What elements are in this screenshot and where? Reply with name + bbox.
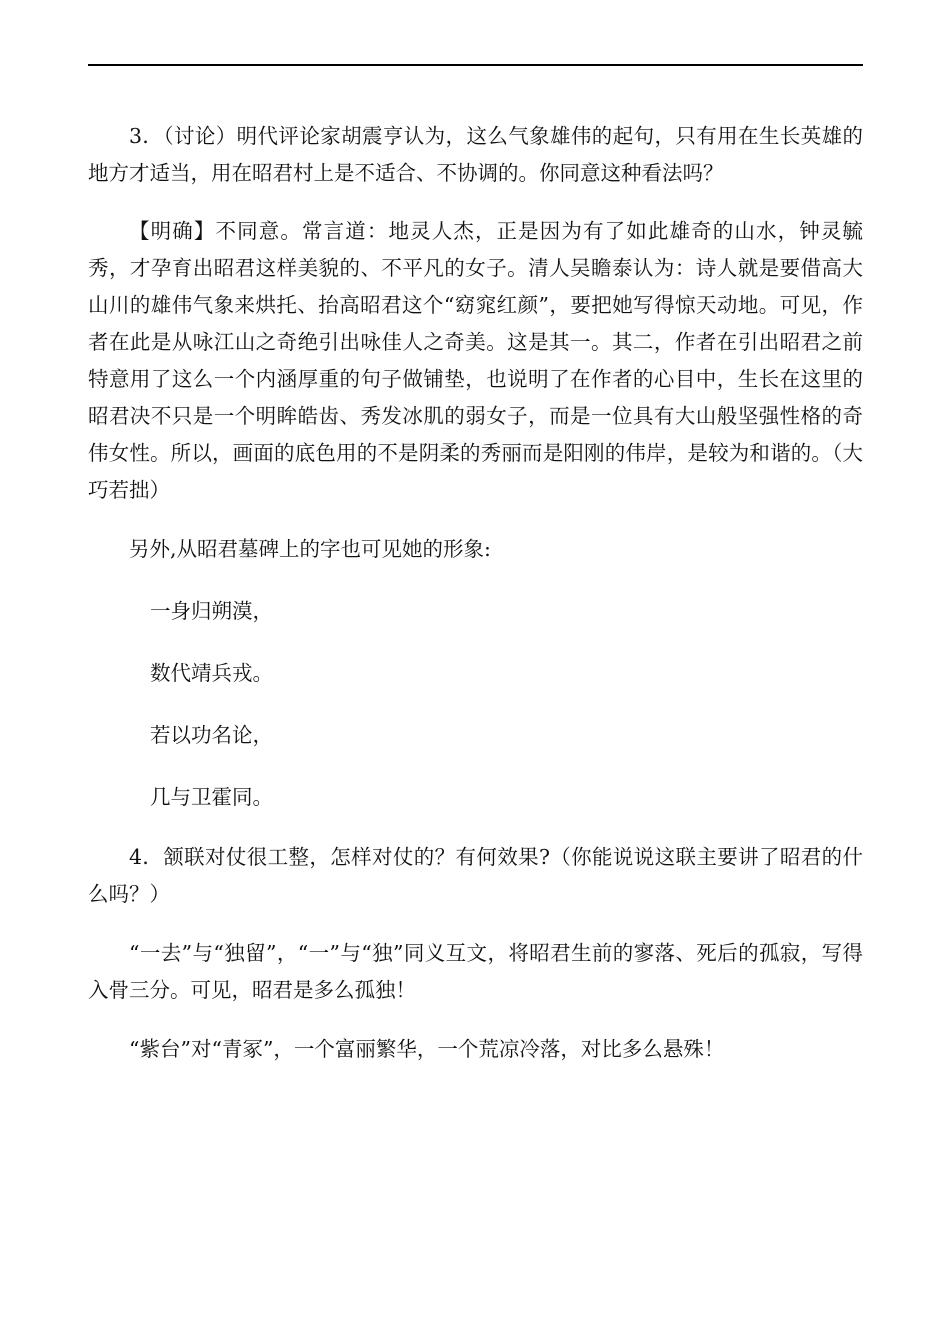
epitaph-line-2: 数代靖兵戎。 bbox=[150, 661, 273, 685]
answer-paragraph: 【明确】不同意。常言道：地灵人杰，正是因为有了如此雄奇的山水，钟灵毓秀，才孕育出昭君这样美貌的、不平凡的女子。清人吴瞻泰认为：诗人就是要借高大山川的雄伟气象来烘托、抬高昭君这个“窈窕红颜”，要把她写得惊天动地。可见，作者在此是从咏江山之奇绝引出咏佳人之奇美。这是其一。其二，作者在引出昭君之前特意用了这么一个内涵厚重的句子做铺垫，也说明了在作者的心目中，生长在这里的昭君决不只是一个明眸皓齿、秀发冰肌的弱女子，而是一位具有大山般坚强性格的奇伟女性。所以，画面的底色用的不是阴柔的秀丽而是阳刚的伟岸，是较为和谐的。（大巧若拙） bbox=[88, 219, 863, 502]
question-4-answer-1: “一去”与“独留”，“一”与“独”同义互文，将昭君生前的寥落、死后的孤寂，写得入骨三分。可见，昭君是多么孤独！ bbox=[88, 941, 863, 1002]
document-body bbox=[88, 118, 863, 1080]
epitaph-intro: 另外,从昭君墓碑上的字也可见她的形象: bbox=[129, 537, 491, 561]
question-4: 4．颔联对仗很工整，怎样对仗的？有何效果?（你能说说这联主要讲了昭君的什么吗？） bbox=[88, 845, 863, 906]
epitaph-line-1: 一身归朔漠， bbox=[150, 599, 273, 623]
epitaph-line-3: 若以功名论， bbox=[150, 723, 273, 747]
question-4-answer-2: “紫台”对“青冢”，一个富丽繁华，一个荒凉冷落，对比多么悬殊！ bbox=[129, 1037, 725, 1061]
header-rule bbox=[88, 64, 863, 66]
epitaph-line-4: 几与卫霍同。 bbox=[150, 785, 273, 809]
question-3: 3．（讨论）明代评论家胡震亨认为，这么气象雄伟的起句，只有用在生长英雄的地方才适当，用在昭君村上是不适合、不协调的。你同意这种看法吗？ bbox=[88, 124, 863, 185]
